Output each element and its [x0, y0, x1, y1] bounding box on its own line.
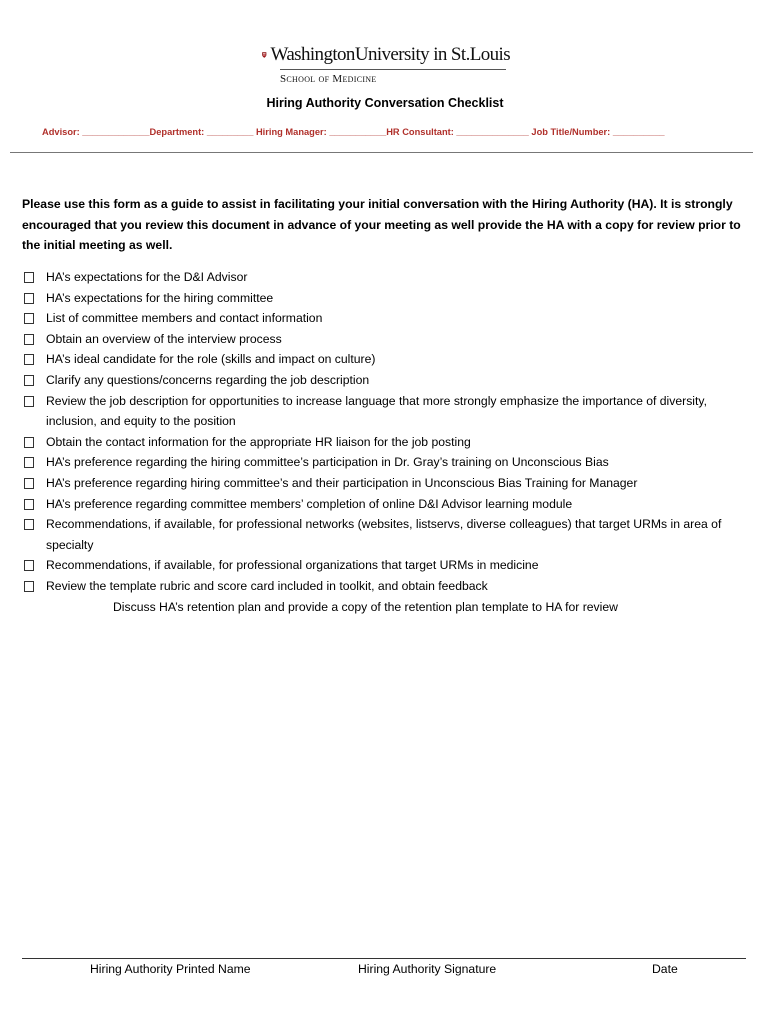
- checkbox-icon[interactable]: [24, 519, 34, 530]
- checkbox-icon[interactable]: [24, 560, 34, 571]
- printed-name-label: Hiring Authority Printed Name: [90, 962, 251, 976]
- retention-item: Discuss HA’s retention plan and provide a copy of the retention plan template to HA for review: [113, 600, 618, 614]
- checkbox-icon[interactable]: [24, 478, 34, 489]
- checkbox-icon[interactable]: [24, 293, 34, 304]
- checklist-item[interactable]: HA’s ideal candidate for the role (skills and impact on culture): [24, 349, 752, 370]
- checklist-item[interactable]: HA’s preference regarding hiring committee’s and their participation in Unconscious Bias Training for Manager: [24, 473, 752, 494]
- checklist-item[interactable]: HA’s expectations for the hiring committee: [24, 288, 752, 309]
- page-title: Hiring Authority Conversation Checklist: [266, 96, 504, 110]
- date-label: Date: [652, 962, 678, 976]
- checklist-item[interactable]: HA’s expectations for the D&I Advisor: [24, 267, 752, 288]
- checkbox-icon[interactable]: [24, 581, 34, 592]
- checklist: [24, 267, 752, 597]
- checklist-item[interactable]: Obtain an overview of the interview process: [24, 329, 752, 350]
- checkbox-icon[interactable]: [24, 313, 34, 324]
- checkbox-icon[interactable]: [24, 334, 34, 345]
- checklist-item[interactable]: Recommendations, if available, for professional organizations that target URMs in medicine: [24, 555, 752, 576]
- checklist-item[interactable]: Recommendations, if available, for professional networks (websites, listservs, diverse colleagues) that target URMs in area of specialty: [24, 514, 752, 555]
- checkbox-icon[interactable]: [24, 437, 34, 448]
- logo-divider: [280, 69, 506, 70]
- shield-icon: [262, 46, 267, 64]
- checklist-item[interactable]: HA’s preference regarding the hiring committee’s participation in Dr. Gray’s training on Unconscious Bias: [24, 452, 752, 473]
- checkbox-icon[interactable]: [24, 396, 34, 407]
- form-fields-line[interactable]: Advisor: _____________Department: _________ Hiring Manager: ___________HR Consultant: ______________ Job Title/Number: __________: [42, 127, 665, 137]
- checkbox-icon[interactable]: [24, 499, 34, 510]
- checklist-item[interactable]: HA’s preference regarding committee members’ completion of online D&I Advisor learning module: [24, 494, 752, 515]
- checklist-item[interactable]: Clarify any questions/concerns regarding the job description: [24, 370, 752, 391]
- checklist-item[interactable]: List of committee members and contact information: [24, 308, 752, 329]
- checklist-item[interactable]: Review the template rubric and score card included in toolkit, and obtain feedback: [24, 576, 752, 597]
- checklist-item[interactable]: Review the job description for opportunities to increase language that more strongly emphasize the importance of diversity, inclusion, and equity to the position: [24, 391, 752, 432]
- signature-line[interactable]: [22, 958, 746, 959]
- intro-paragraph: Please use this form as a guide to assist in facilitating your initial conversation with the Hiring Authority (HA). It is strongly encouraged that you review this document in advance of your meeting as well provide the HA with a copy for review prior to the initial meeting as well.: [22, 197, 741, 252]
- university-name: WashingtonUniversity in St.Louis: [270, 44, 510, 65]
- header-divider: [10, 152, 753, 153]
- checkbox-icon[interactable]: [24, 272, 34, 283]
- university-logo: [262, 44, 510, 86]
- signature-label: Hiring Authority Signature: [358, 962, 497, 976]
- checkbox-icon[interactable]: [24, 457, 34, 468]
- checkbox-icon[interactable]: [24, 354, 34, 365]
- checkbox-icon[interactable]: [24, 375, 34, 386]
- school-name: School of Medicine: [280, 73, 377, 85]
- checklist-item[interactable]: Obtain the contact information for the appropriate HR liaison for the job posting: [24, 432, 752, 453]
